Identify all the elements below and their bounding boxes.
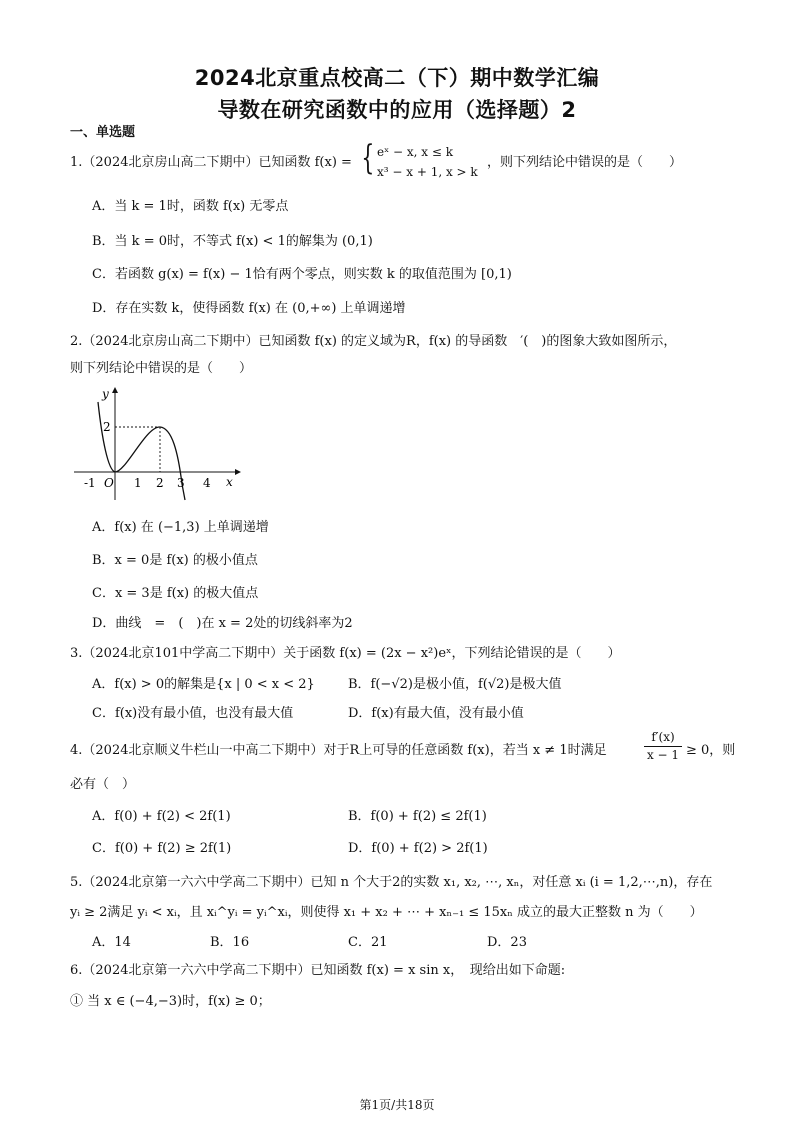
q4-stem-line-2: 必有（ ） [70,777,136,792]
q3-option-a: A．f(x) > 0的解集是{x | 0 < x < 2} [92,677,315,692]
q2-option-a: A．f(x) 在 (−1,3) 上单调递增 [92,520,269,535]
q4-option-b: B．f(0) + f(2) ≤ 2f(1) [348,809,487,824]
q1-option-d: D．存在实数 k，使得函数 f(x) 在 (0,+∞) 上单调递增 [92,301,406,316]
q2-option-c: C．x = 3是 f(x) 的极大值点 [92,586,259,601]
q1-piece-2: x³ − x + 1, x > k [377,165,478,179]
section-heading: 一、单选题 [70,125,136,140]
x-axis-label: x [226,475,233,489]
q3-option-b: B．f(−√2)是极小值，f(√2)是极大值 [348,677,562,692]
q4-option-d: D．f(0) + f(2) > 2f(1) [348,841,488,856]
title-line-2: 导数在研究函数中的应用（选择题）2 [217,98,577,122]
q2-option-d: D．曲线 = ( )在 x = 2处的切线斜率为2 [92,616,353,631]
x-tick-2: 2 [156,476,164,490]
q4-stem-prefix: 4.（2024北京顺义牛栏山一中高二下期中）对于R上可导的任意函数 f(x)，若当 x ≠ 1时满足 [70,743,607,758]
q2-stem-line-2: 则下列结论中错误的是（ ） [70,361,253,376]
y-axis-label: y [102,387,109,401]
q1-stem-prefix: 1.（2024北京房山高二下期中）已知函数 f(x) = [70,155,352,170]
q4-option-a: A．f(0) + f(2) < 2f(1) [92,809,231,824]
q1-stem-suffix: ，则下列结论中错误的是（ ） [487,155,683,170]
q2-derivative-graph [70,384,245,502]
origin-label: O [104,476,114,490]
q3-stem: 3.（2024北京101中学高二下期中）关于函数 f(x) = (2x − x²)eˣ，下列结论错误的是（ ） [70,646,621,661]
x-axis-arrow [235,469,241,475]
q4-fraction-denominator: x − 1 [646,748,680,762]
x-tick-neg1: -1 [84,476,96,490]
q4-option-c: C．f(0) + f(2) ≥ 2f(1) [92,841,232,856]
q1-piece-1: eˣ − x, x ≤ k [377,145,453,159]
q5-option-c: C．21 [348,935,388,950]
x-tick-4: 4 [203,476,211,490]
q3-option-c: C．f(x)没有最小值，也没有最大值 [92,706,294,721]
q5-option-a: A．14 [92,935,131,950]
q3-option-d: D．f(x)有最大值，没有最小值 [348,706,524,721]
q2-stem-line-1: 2.（2024北京房山高二下期中）已知函数 f(x) 的定义域为R，f(x) 的导函数 ′( )的图象大致如图所示， [70,334,677,349]
q6-stem: 6.（2024北京第一六六中学高二下期中）已知函数 f(x) = x sin x， 现给出如下命题: [70,963,566,978]
q4-fraction-numerator: f′(x) [651,730,675,744]
q2-option-b: B．x = 0是 f(x) 的极小值点 [92,553,258,568]
q5-option-b: B．16 [210,935,250,950]
q1-piecewise-brace: { [361,138,375,178]
y-axis-arrow [112,387,118,393]
title-line-1: 2024北京重点校高二（下）期中数学汇编 [194,66,600,90]
x-tick-3: 3 [177,476,185,490]
q1-option-a: A．当 k = 1时，函数 f(x) 无零点 [92,199,289,214]
q1-option-b: B．当 k = 0时，不等式 f(x) < 1的解集为 (0,1) [92,234,373,249]
q6-item-1: ① 当 x ∈ (−4,−3)时，f(x) ≥ 0； [70,994,271,1009]
q1-option-c: C．若函数 g(x) = f(x) − 1恰有两个零点，则实数 k 的取值范围为 [0,1) [92,267,512,282]
q4-fraction [644,730,682,763]
page-footer: 第1页/共18页 [359,1098,435,1112]
q5-option-d: D．23 [487,935,527,950]
q4-stem-suffix: ≥ 0，则 [686,743,736,758]
q5-stem-line-2: yᵢ ≥ 2满足 yᵢ < xᵢ，且 xᵢ^yᵢ = yᵢ^xᵢ，则使得 x₁ + x₂ + ⋯ + xₙ₋₁ ≤ 15xₙ 成立的最大正整数 n 为（ ） [70,905,703,920]
y-tick-2: 2 [103,420,111,434]
q5-stem-line-1: 5.（2024北京第一六六中学高二下期中）已知 n 个大于2的实数 x₁, x₂, ⋯, xₙ，对任意 xᵢ (i = 1,2,⋯,n)，存在 [70,875,713,890]
x-tick-1: 1 [134,476,142,490]
q4-fraction-bar [644,746,682,747]
